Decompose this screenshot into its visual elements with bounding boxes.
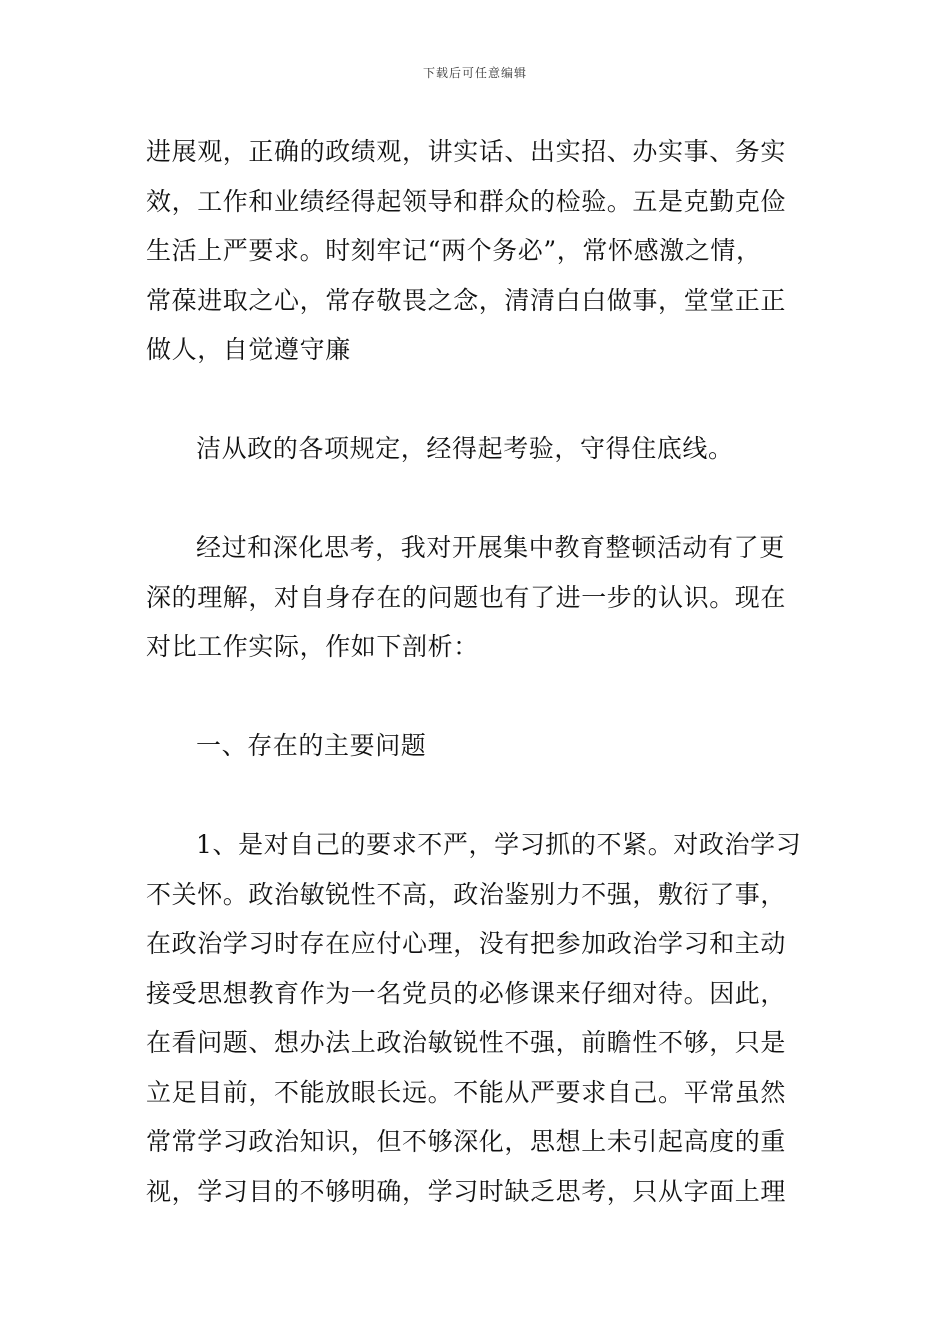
paragraph-gap — [146, 771, 808, 821]
paragraph-gap — [146, 474, 808, 524]
text-line: 经过和深化思考，我对开展集中教育整顿活动有了更 — [196, 533, 785, 562]
page-header: 下载后可任意编辑 — [422, 66, 527, 80]
text-line: 洁从政的各项规定，经得起考验，守得住底线。 — [196, 434, 734, 463]
text-line: 1、是对自己的要求不严，学习抓的不紧。对政治学习 — [196, 830, 802, 859]
text-line: 立足目前，不能放眼长远。不能从严要求自己。平常虽然 — [146, 1077, 787, 1107]
text-line: 做人，自觉遵守廉 — [146, 335, 351, 364]
paragraph-gap — [146, 375, 808, 425]
heading-line: 一、存在的主要问题 — [196, 731, 427, 760]
paragraph-continuation — [146, 127, 808, 375]
paragraph-issue-1 — [146, 820, 808, 1216]
text-line: 常常学习政治知识，但不够深化，思想上未引起高度的重 — [146, 1127, 787, 1156]
text-line: 生活上严要求。时刻牢记“两个务必”，常怀感激之情， — [146, 236, 762, 265]
text-line: 常葆进取之心，常存敬畏之念，清清白白做事，堂堂正正 — [146, 285, 787, 315]
text-line: 视，学习目的不够明确，学习时缺乏思考，只从字面上理 — [146, 1176, 787, 1206]
text-line: 进展观，正确的政绩观，讲实话、出实招、办实事、务实 — [146, 137, 787, 166]
text-line: 效，工作和业绩经得起领导和群众的检验。五是克勤克俭 — [146, 186, 787, 216]
text-line: 在政治学习时存在应付心理，没有把参加政治学习和主动 — [146, 929, 787, 958]
paragraph-integrity — [146, 424, 808, 474]
paragraph-reflection — [146, 523, 808, 672]
paragraph-gap — [146, 672, 808, 722]
section-heading — [146, 721, 808, 771]
text-line: 深的理解，对自身存在的问题也有了进一步的认识。现在 — [146, 582, 787, 612]
text-line: 接受思想教育作为一名党员的必修课来仔细对待。因此， — [146, 978, 787, 1008]
text-line: 不关怀。政治敏锐性不高，政治鉴别力不强，敷衍了事， — [146, 879, 787, 909]
document-body — [146, 127, 808, 1216]
text-line: 在看问题、想办法上政治敏锐性不强，前瞻性不够，只是 — [146, 1028, 787, 1057]
text-line: 对比工作实际，作如下剖析： — [146, 632, 479, 661]
